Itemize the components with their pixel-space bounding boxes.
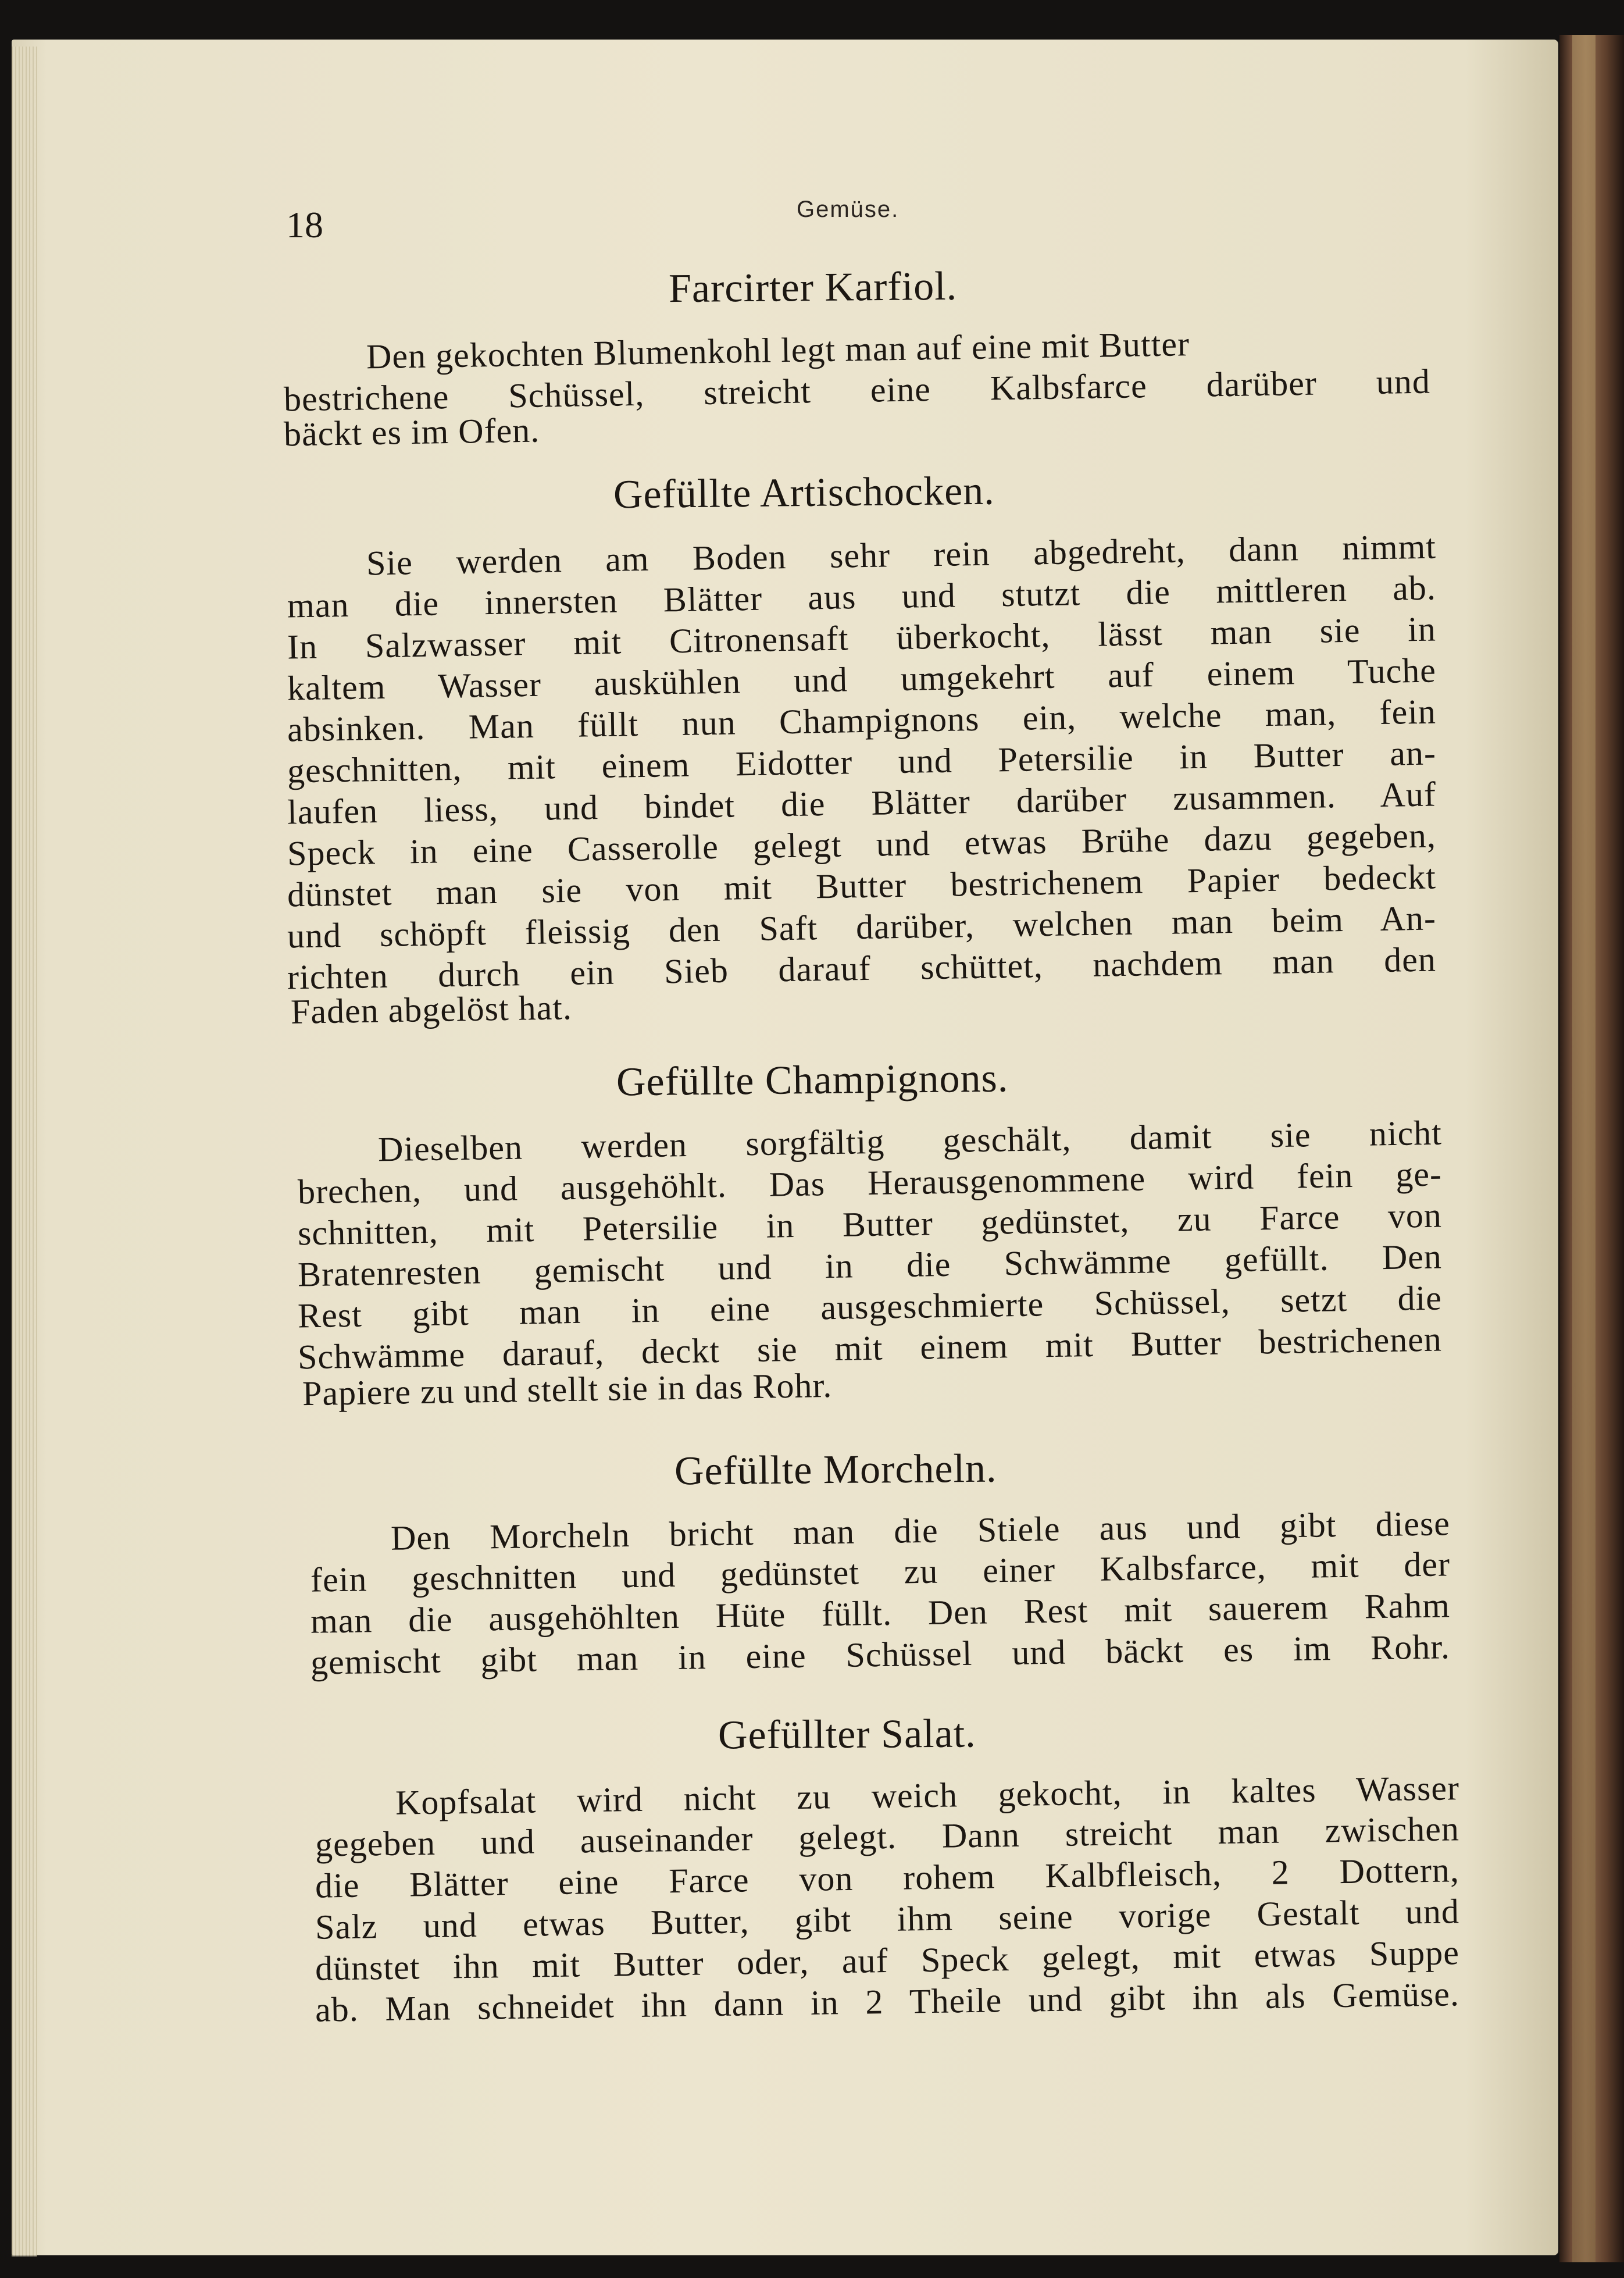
text-line: Bratenresten gemischt und in die Schwämme gefüllt. Den <box>297 1237 1443 1294</box>
text-line: absinken. Man füllt nun Champignons ein, welche man, fein <box>287 692 1437 749</box>
text-line: richten durch ein Sieb darauf schüttet, nachdem man den <box>287 940 1437 997</box>
text-line: bäckt es im Ofen. <box>283 411 540 454</box>
section-title: Gefüllter Salat. <box>718 1711 976 1758</box>
book-spine <box>1559 35 1624 2262</box>
text-line: bestrichene Schüssel, streicht eine Kalbsfarce darüber und <box>283 362 1431 419</box>
text-line: ab. Man schneidet ihn dann in 2 Theile und gibt ihn als Gemüse. <box>315 1974 1460 2029</box>
text-line: Dieselben werden sorgfältig geschält, damit sie nicht <box>377 1113 1443 1169</box>
text-line: Schwämme darauf, deckt sie mit einem mit Butter bestrichenen <box>297 1320 1443 1377</box>
page-edges <box>12 47 37 2256</box>
text-line: kaltem Wasser auskühlen und umgekehrt auf einem Tuche <box>287 651 1437 708</box>
text-line: laufen liess, und bindet die Blätter darüber zusammen. Auf <box>287 775 1437 832</box>
text-line: fein geschnitten und gedünstet zu einer Kalbsfarce, mit der <box>310 1545 1451 1599</box>
section-title: Gefüllte Champignons. <box>616 1056 1009 1105</box>
text-line: gemischt gibt man in eine Schüssel und bäckt es im Rohr. <box>310 1627 1451 1682</box>
section-title: Gefüllte Morcheln. <box>674 1446 997 1494</box>
text-line: In Salzwasser mit Citronensaft überkocht, lässt man sie in <box>287 609 1437 666</box>
text-line: brechen, und ausgehöhlt. Das Herausgenommene wird fein ge- <box>297 1154 1443 1211</box>
text-line: Kopfsalat wird nicht zu weich gekocht, in kaltes Wasser <box>395 1769 1460 1822</box>
text-line: Faden abgelöst hat. <box>290 988 573 1031</box>
running-head: Gemüse. <box>797 197 900 222</box>
text-line: geschnitten, mit einem Eidotter und Petersilie in Butter an- <box>287 733 1437 790</box>
text-line: Papiere zu und stellt sie in das Rohr. <box>302 1366 833 1413</box>
text-line: Speck in eine Casserolle gelegt und etwas Brühe dazu gegeben, <box>287 816 1437 873</box>
text-line: und schöpft fleissig den Saft darüber, welchen man beim An- <box>287 899 1437 956</box>
page-number: 18 <box>286 204 323 245</box>
text-line: Den gekochten Blumenkohl legt man auf eine mit Butter <box>366 325 1190 376</box>
text-line: Rest gibt man in eine ausgeschmierte Schüssel, setzt die <box>297 1278 1443 1335</box>
text-line: Den Morcheln bricht man die Stiele aus und gibt diese <box>390 1504 1451 1557</box>
text-line: schnitten, mit Petersilie in Butter gedünstet, zu Farce von <box>297 1196 1443 1253</box>
text-line: Salz und etwas Butter, gibt ihm seine vorige Gestalt und <box>315 1892 1460 1947</box>
text-line: dünstet man sie von mit Butter bestrichenem Papier bedeckt <box>287 857 1437 914</box>
text-line: die Blätter eine Farce von rohem Kalbfleisch, 2 Dottern, <box>315 1851 1460 1905</box>
text-line: dünstet ihn mit Butter oder, auf Speck gelegt, mit etwas Suppe <box>315 1933 1460 1988</box>
section-title: Farcirter Karfiol. <box>668 263 958 312</box>
text-line: man die innersten Blätter aus und stutzt die mittleren ab. <box>287 568 1437 625</box>
text-line: gegeben und auseinander gelegt. Dann streicht man zwischen <box>315 1809 1460 1864</box>
text-line: man die ausgehöhlten Hüte füllt. Den Rest mit sauerem Rahm <box>310 1586 1451 1641</box>
text-line: Sie werden am Boden sehr rein abgedreht, dann nimmt <box>366 527 1437 583</box>
section-title: Gefüllte Artischocken. <box>613 468 995 518</box>
